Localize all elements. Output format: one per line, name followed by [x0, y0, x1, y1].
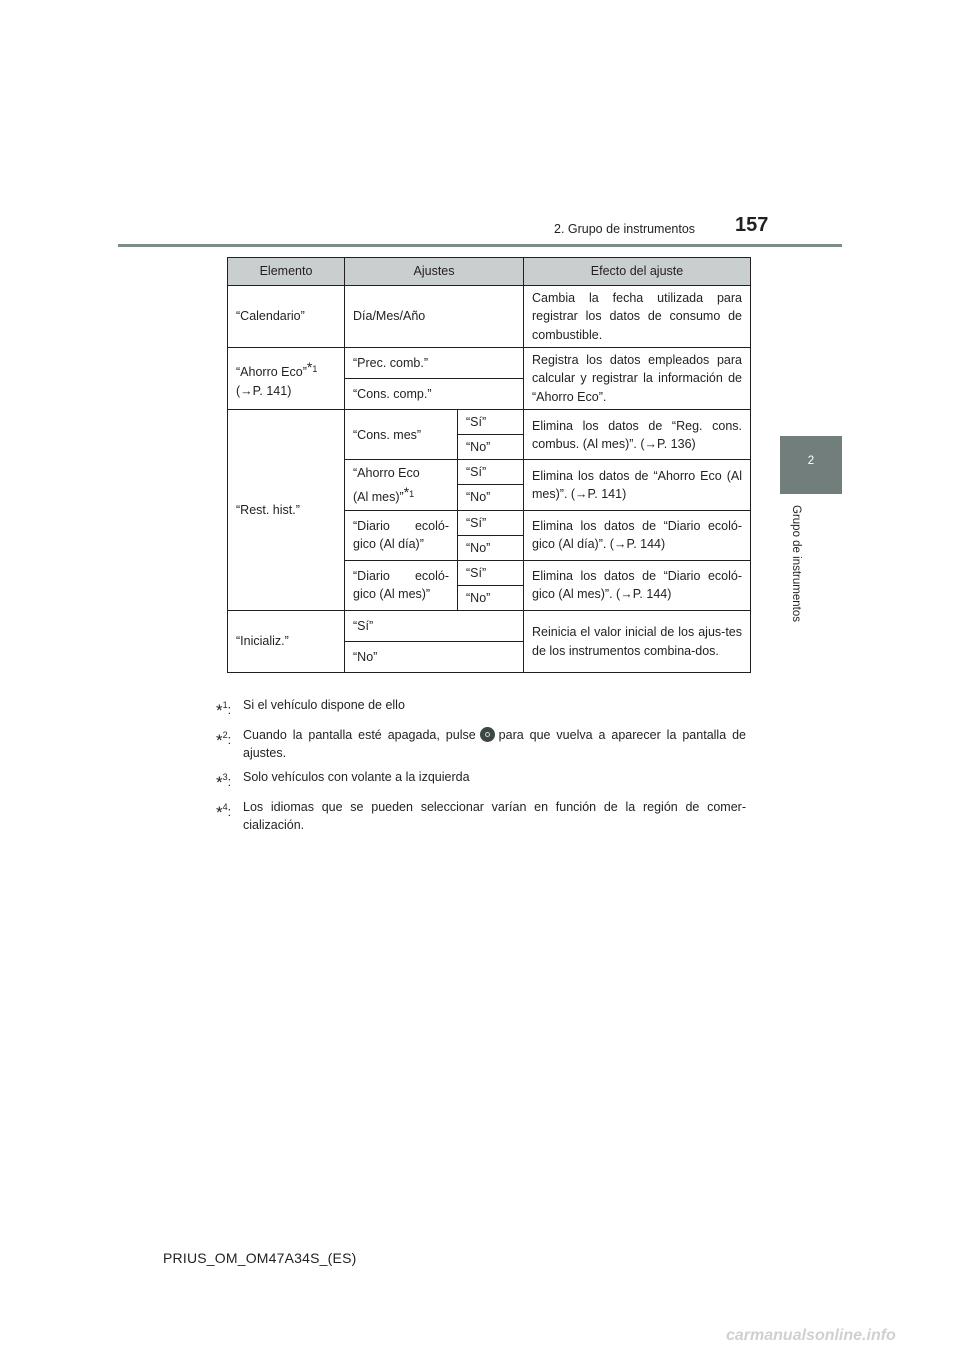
footnote-text: Cuando la pantalla esté apagada, pulse para que vuelva a aparecer la pantalla de ajustes. [243, 728, 746, 760]
item-cell [228, 348, 345, 410]
setting-cell: Día/Mes/Año [345, 286, 524, 348]
option-cell: “Sí” [458, 410, 524, 435]
footnote [216, 696, 746, 720]
footnote [216, 768, 746, 792]
column-header: Ajustes [345, 258, 524, 286]
subitem-cell: “Diario ecoló-gico (Al mes)” [345, 560, 458, 610]
effect-cell: Elimina los datos de “Diario ecoló-gico (Al día)”. (→P. 144) [524, 510, 751, 560]
footnote-marker: *$^1$: [216, 700, 232, 720]
effect-cell: Reinicia el valor inicial de los ajus-tes de los instrumentos combina-dos. [524, 611, 751, 673]
footnotes [216, 696, 746, 840]
setting-cell: “Cons. comp.” [345, 379, 524, 410]
item-cell: “Calendario” [228, 286, 345, 348]
footnote-ref: *1 [306, 359, 318, 376]
page-number: 157 [735, 214, 769, 236]
option-cell: “Sí” [458, 460, 524, 485]
subitem-label: (Al mes)” [353, 489, 404, 504]
column-header: Elemento [228, 258, 345, 286]
item-cell: “Inicializ.” [228, 611, 345, 673]
setting-cell: “Prec. comb.” [345, 348, 524, 379]
subitem-cell: “Cons. mes” [345, 410, 458, 460]
chapter-label: Grupo de instrumentos [790, 505, 802, 622]
footnote-ref: *1 [403, 483, 415, 500]
option-cell: “Sí” [458, 510, 524, 535]
option-cell: “No” [458, 485, 524, 510]
table-row [228, 410, 751, 435]
footnote-text: Solo vehículos con volante a la izquierda [243, 770, 470, 784]
effect-cell: Elimina los datos de “Diario ecoló-gico (Al mes)”. (→P. 144) [524, 560, 751, 610]
table-row [228, 286, 751, 348]
footnote [216, 798, 746, 834]
footnote-text: Los idiomas que se pueden seleccionar varían en función de la región de comer-cialización. [243, 800, 746, 832]
subitem-label: “Ahorro Eco [353, 465, 420, 480]
document-code: PRIUS_OM_OM47A34S_(ES) [163, 1250, 357, 1266]
option-cell: “Sí” [345, 611, 524, 642]
item-cell: “Rest. hist.” [228, 410, 345, 611]
page-reference: (→P. 141) [236, 383, 292, 398]
table-row [228, 611, 751, 642]
chapter-number: 2 [807, 455, 815, 467]
subitem-cell [345, 460, 458, 510]
footnote-marker: *$^4$: [216, 802, 232, 822]
column-header: Efecto del ajuste [524, 258, 751, 286]
footnote-marker: *$^3$: [216, 772, 232, 792]
section-title: 2. Grupo de instrumentos [554, 222, 696, 236]
chapter-label-vertical [790, 505, 804, 635]
table-row [228, 348, 751, 379]
option-cell: “No” [345, 642, 524, 673]
effect-cell: Elimina los datos de “Reg. cons. combus. (Al mes)”. (→P. 136) [524, 410, 751, 460]
chapter-tab [780, 436, 842, 494]
footnote-text: Si el vehículo dispone de ello [243, 698, 405, 712]
option-cell: “Sí” [458, 560, 524, 585]
effect-cell: Registra los datos empleados para calcular y registrar la información de “Ahorro Eco”. [524, 348, 751, 410]
settings-table [227, 257, 751, 673]
effect-cell: Elimina los datos de “Ahorro Eco (Al mes)”. (→P. 141) [524, 460, 751, 510]
option-cell: “No” [458, 585, 524, 610]
footnote-marker: *$^2$: [216, 730, 232, 750]
effect-cell: Cambia la fecha utilizada para registrar los datos de consumo de combustible. [524, 286, 751, 348]
steering-button-icon [480, 727, 495, 742]
option-cell: “No” [458, 435, 524, 460]
subitem-cell: “Diario ecoló-gico (Al día)” [345, 510, 458, 560]
watermark: carmanualsonline.info [726, 1327, 896, 1344]
footnote [216, 726, 746, 762]
table-header-row [228, 258, 751, 286]
option-cell: “No” [458, 535, 524, 560]
header-divider [118, 244, 842, 247]
item-label: “Ahorro Eco” [236, 365, 307, 380]
